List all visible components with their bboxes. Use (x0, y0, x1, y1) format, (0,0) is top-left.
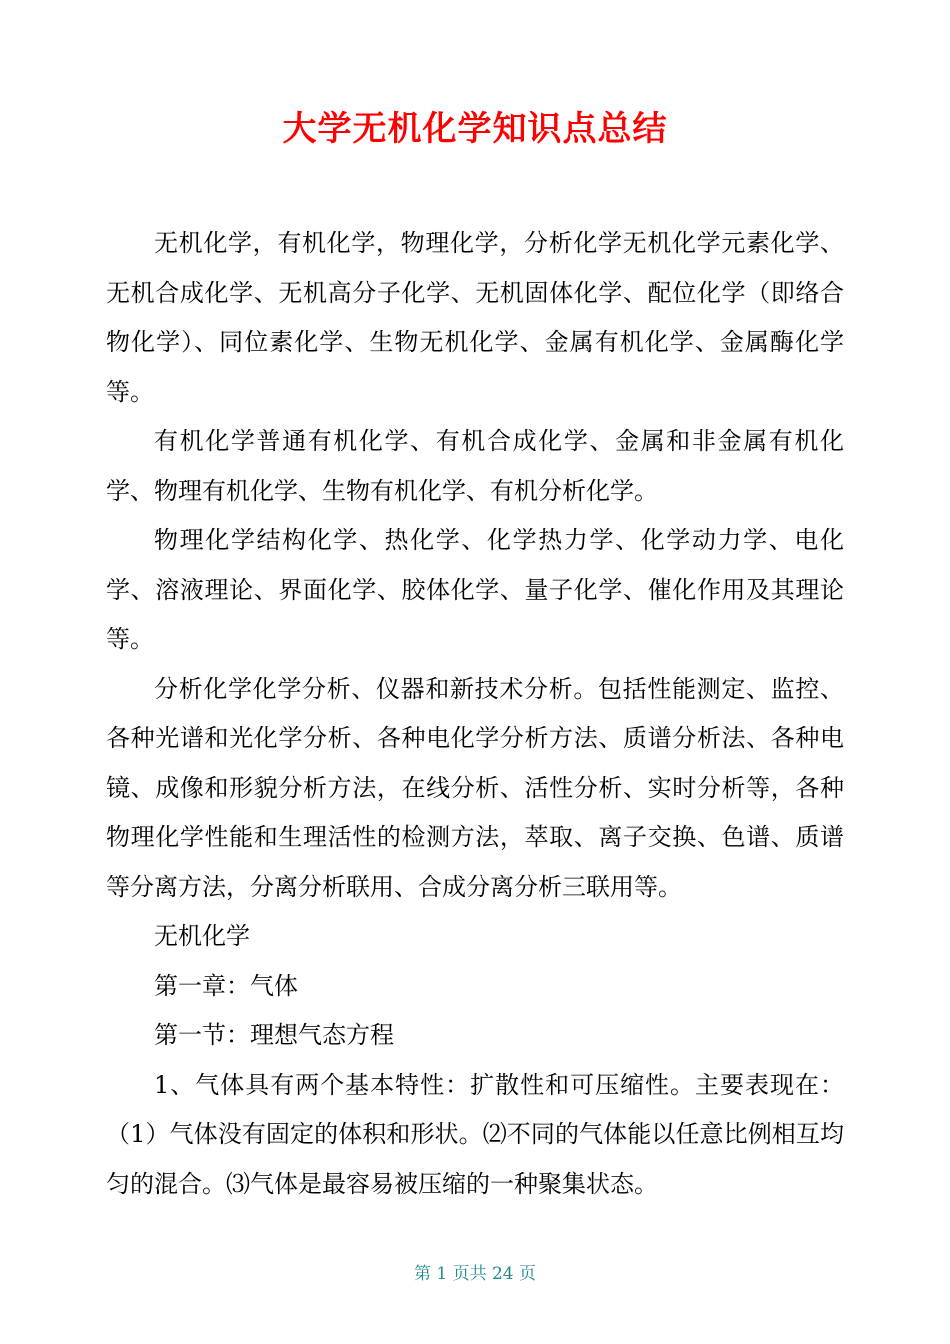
paragraph-4: 分析化学化学分析、仪器和新技术分析。包括性能测定、监控、各种光谱和光化学分析、各种电化学分析方法、质谱分析法、各种电镜、成像和形貌分析方法，在线分析、活性分析、实时分析等，各种物理化学性能和生理活性的检测方法，萃取、离子交换、色谱、质谱等分离方法，分离分析联用、合成分离分析三联用等。 (106, 674, 844, 901)
paragraph-gas-properties: 1、气体具有两个基本特性：扩散性和可压缩性。主要表现在：（1）气体没有固定的体积和形状。⑵不同的气体能以任意比例相互均匀的混合。⑶气体是最容易被压缩的一种聚集状态。 (106, 1070, 844, 1198)
document-title: 大学无机化学知识点总结 (282, 109, 668, 149)
chapter-heading: 第一章：气体 (154, 971, 298, 1000)
paragraph-3: 物理化学结构化学、热化学、化学热力学、化学动力学、电化学、溶液理论、界面化学、胶体化学、量子化学、催化作用及其理论等。 (106, 526, 844, 653)
page-footer: 第 1 页共 24 页 (413, 1264, 537, 1284)
paragraph-1: 无机化学，有机化学，物理化学，分析化学无机化学元素化学、无机合成化学、无机高分子化学、无机固体化学、配位化学（即络合物化学）、同位素化学、生物无机化学、金属有机化学、金属酶化学等。 (106, 229, 844, 406)
paragraph-2: 有机化学普通有机化学、有机合成化学、金属和非金属有机化学、物理有机化学、生物有机化学、有机分析化学。 (106, 427, 844, 505)
section-heading: 第一节：理想气态方程 (154, 1021, 394, 1049)
document-body (106, 219, 844, 1209)
section-heading-inorganic: 无机化学 (154, 922, 250, 950)
